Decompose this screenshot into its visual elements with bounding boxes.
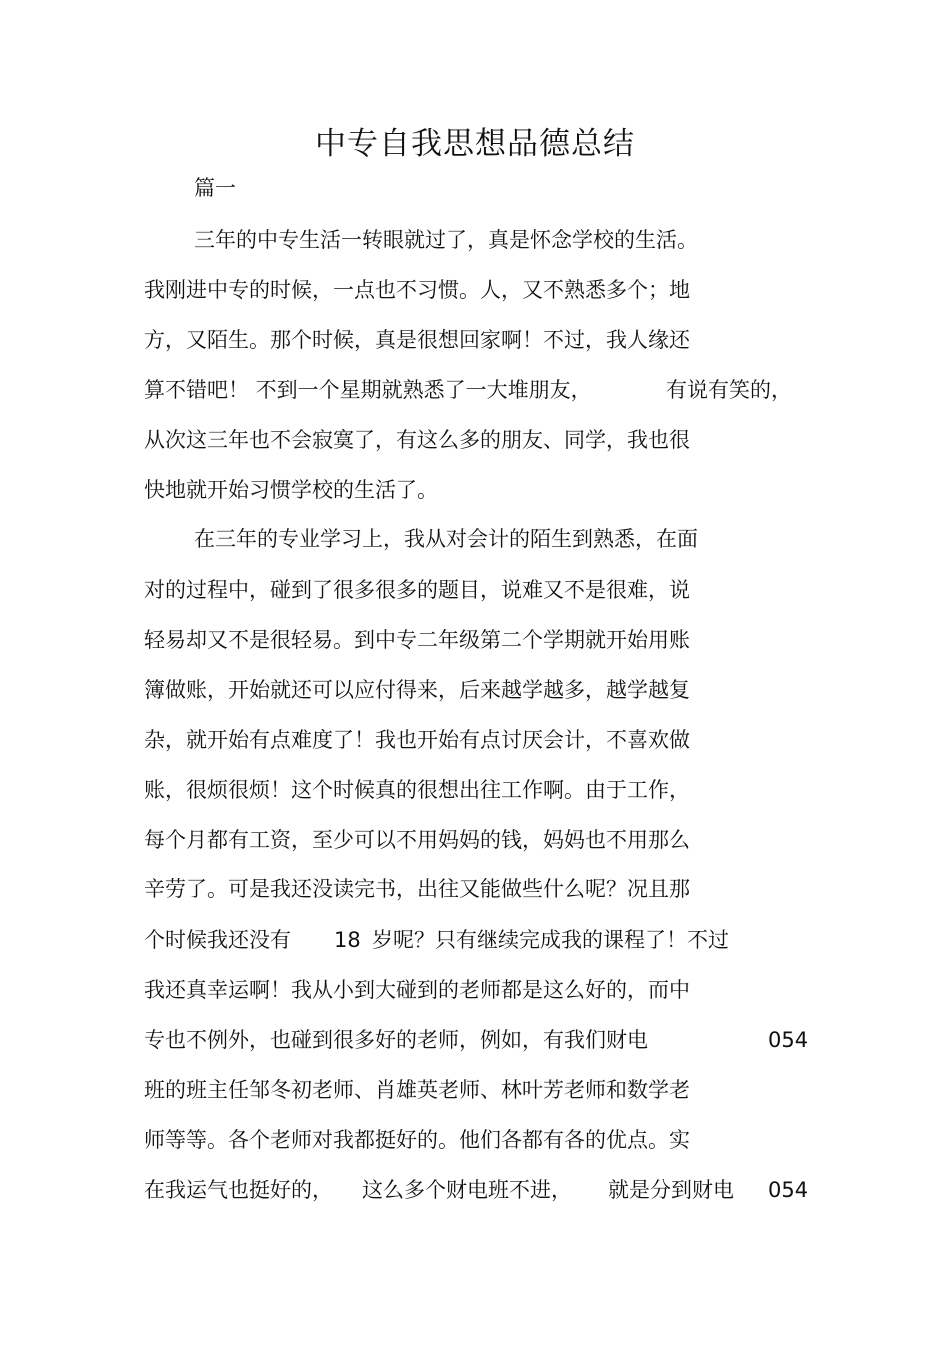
text-segment: 18: [334, 928, 361, 952]
text-segment: 个时候我还没有: [144, 928, 291, 952]
text-line: 杂，就开始有点难度了！我也开始有点讨厌会计，不喜欢做: [144, 728, 690, 752]
text-segment: 就是分到财电: [608, 1178, 734, 1202]
text-segment: 有说有笑的，: [666, 378, 792, 402]
text-segment: 在我运气也挺好的，: [144, 1178, 333, 1202]
text-line: [144, 1024, 814, 1056]
text-line: 班的班主任邹冬初老师、肖雄英老师、林叶芳老师和数学老: [144, 1078, 690, 1102]
text-line: 我刚进中专的时候，一点也不习惯。人，又不熟悉多个；地: [144, 278, 690, 302]
text-line: 簿做账，开始就还可以应付得来，后来越学越多，越学越复: [144, 678, 690, 702]
text-line: 对的过程中，碰到了很多很多的题目，说难又不是很难，说: [144, 578, 690, 602]
section-heading: 篇一: [194, 176, 236, 200]
text-segment: 算不错吧！ 不到一个星期就熟悉了一大堆朋友，: [144, 378, 592, 402]
text-line: 方，又陌生。那个时候，真是很想回家啊！不过，我人缘还: [144, 328, 690, 352]
text-segment: 专也不例外，也碰到很多好的老师，例如，有我们财电: [144, 1028, 648, 1052]
text-line: [144, 374, 804, 406]
text-segment: 054: [768, 1028, 809, 1052]
text-line: [144, 924, 784, 956]
text-segment: 岁呢？只有继续完成我的课程了！不过: [372, 928, 729, 952]
text-line: 辛劳了。可是我还没读完书，出往又能做些什么呢？况且那: [144, 877, 690, 901]
text-line: 师等等。各个老师对我都挺好的。他们各都有各的优点。实: [144, 1128, 690, 1152]
text-line: [144, 1174, 814, 1206]
text-line: 从次这三年也不会寂寞了，有这么多的朋友、同学，我也很: [144, 428, 690, 452]
document-title: 中专自我思想品德总结: [315, 126, 635, 162]
text-line: 在三年的专业学习上，我从对会计的陌生到熟悉，在面: [194, 527, 698, 551]
text-line: 我还真幸运啊！我从小到大碰到的老师都是这么好的，而中: [144, 978, 690, 1002]
text-line: 账，很烦很烦！这个时候真的很想出往工作啊。由于工作，: [144, 778, 690, 802]
text-segment: 054: [768, 1178, 809, 1202]
text-line: 三年的中专生活一转眼就过了，真是怀念学校的生活。: [194, 228, 698, 252]
text-line: 快地就开始习惯学校的生活了。: [144, 478, 438, 502]
text-line: 轻易却又不是很轻易。到中专二年级第二个学期就开始用账: [144, 628, 690, 652]
text-segment: 这么多个财电班不进，: [362, 1178, 572, 1202]
text-line: 每个月都有工资，至少可以不用妈妈的钱，妈妈也不用那么: [144, 828, 690, 852]
